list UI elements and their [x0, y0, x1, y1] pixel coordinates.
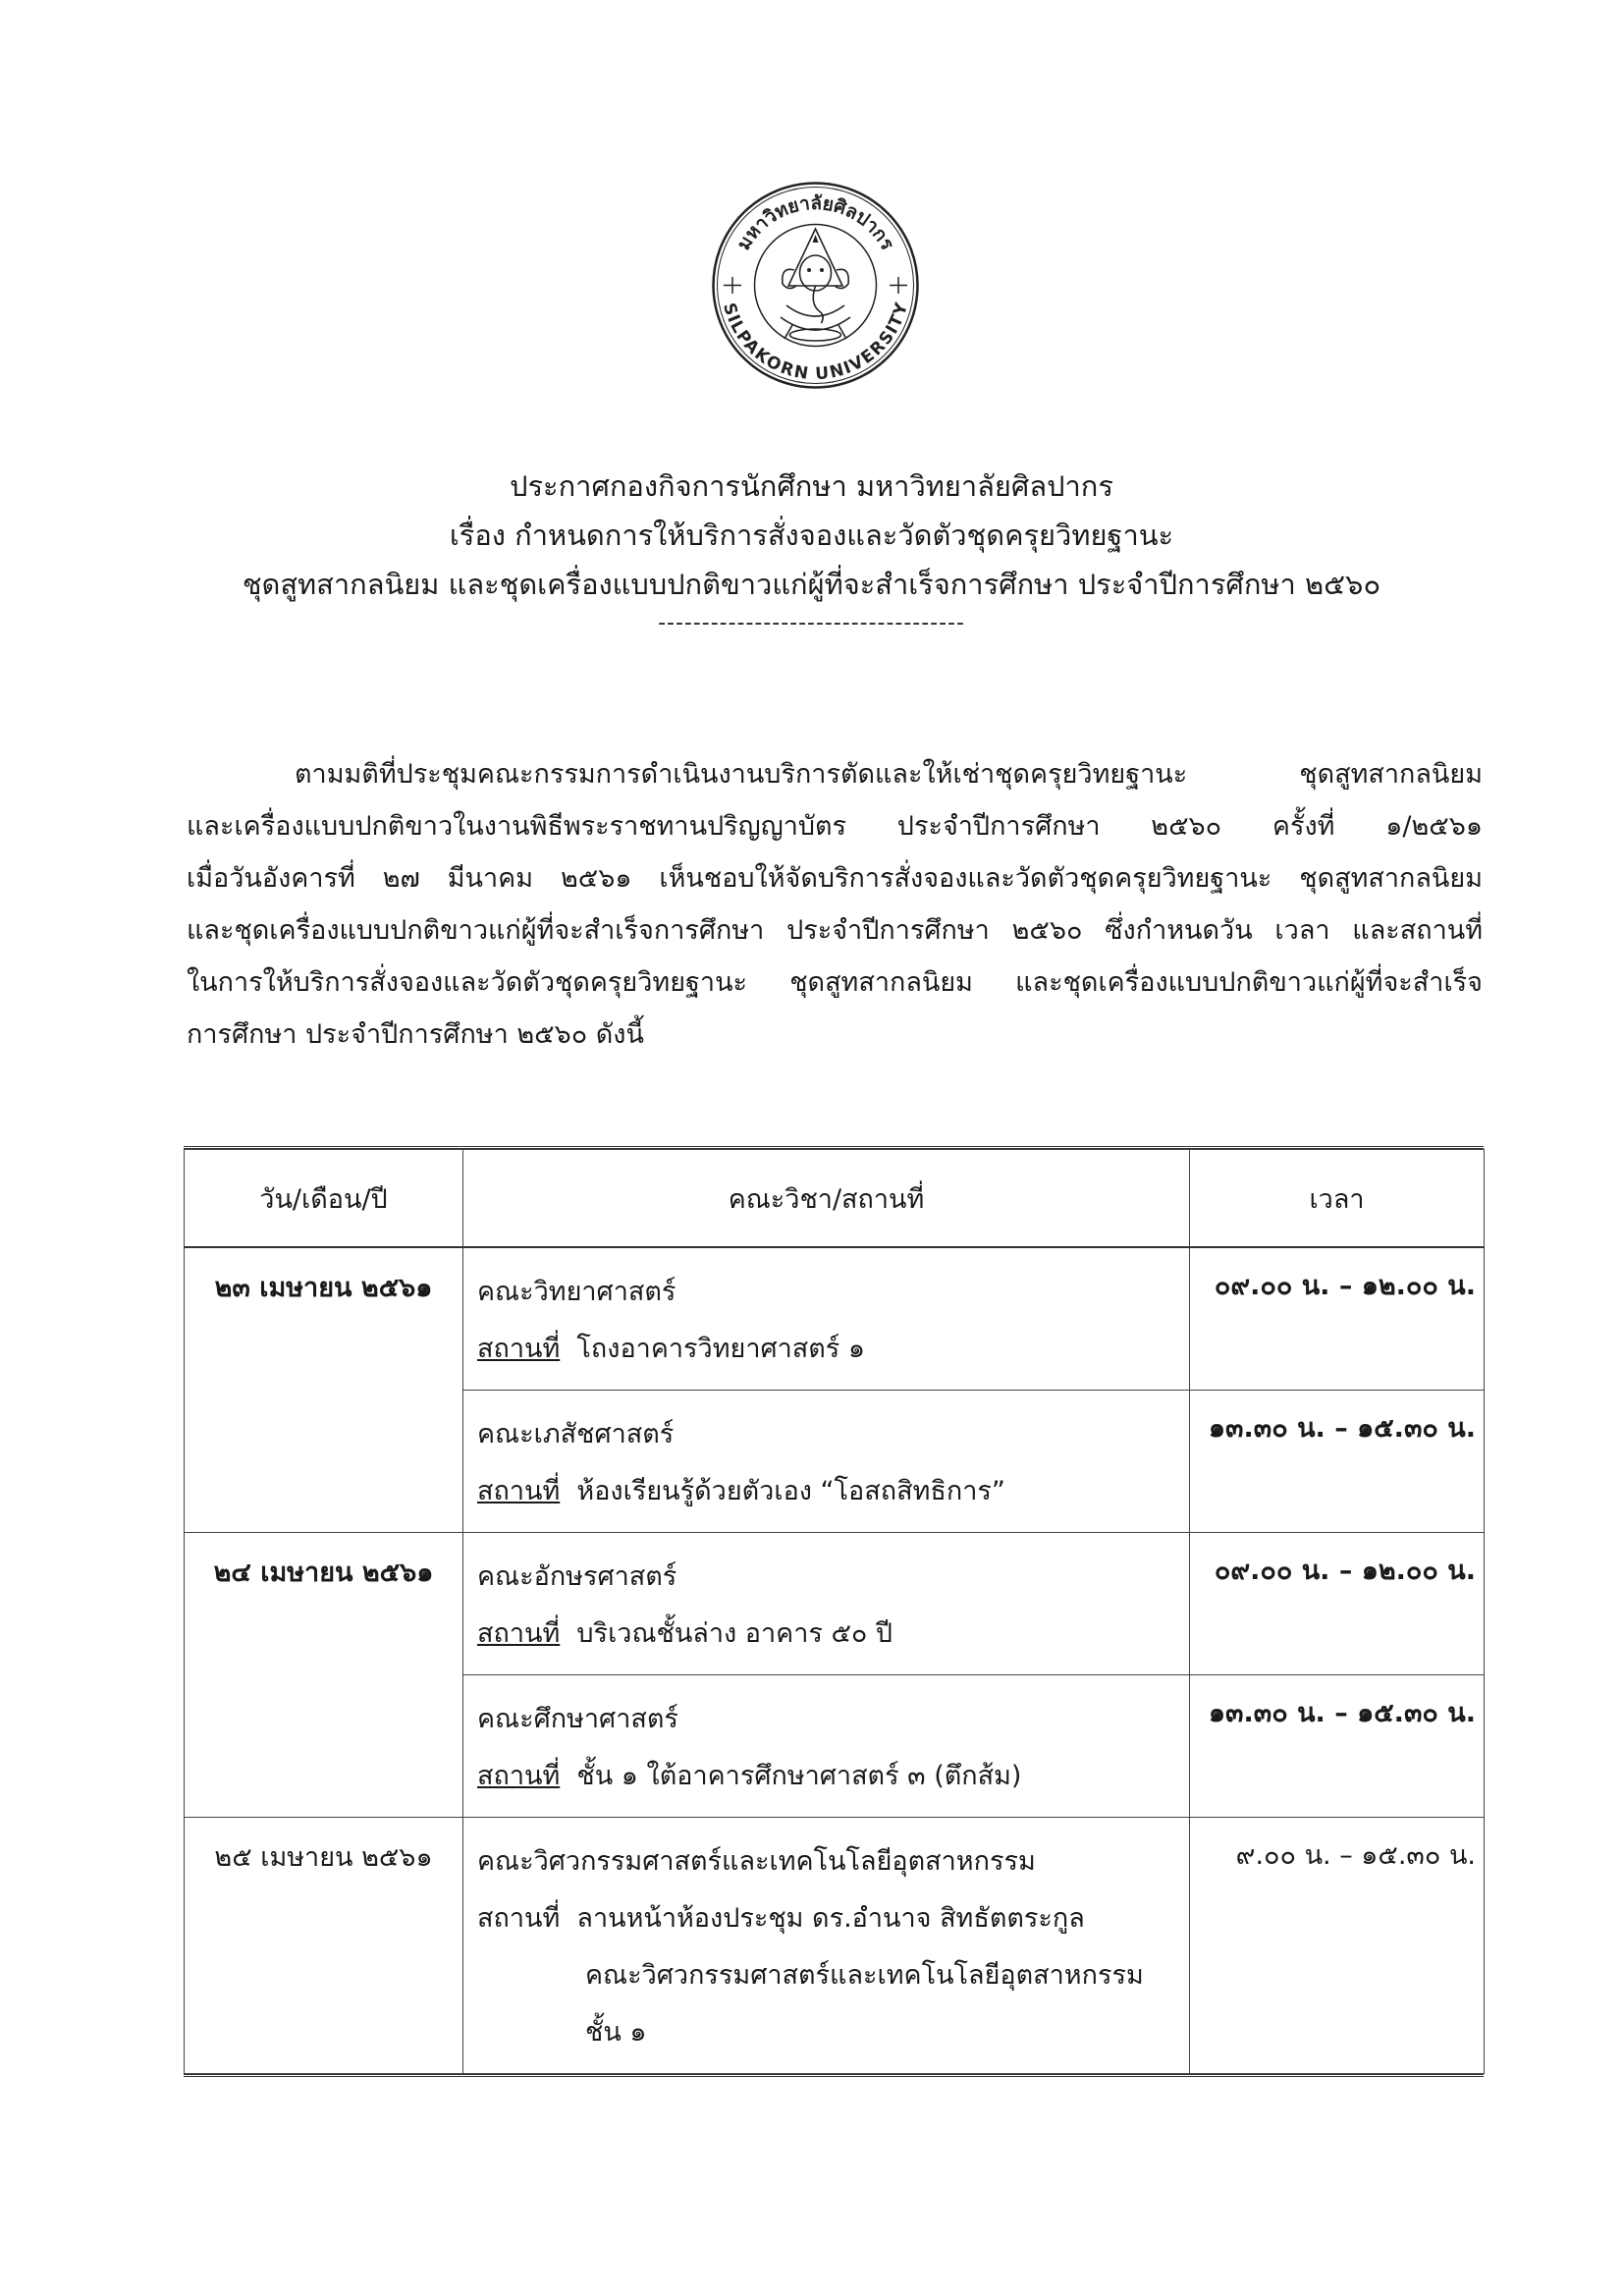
- paragraph-line: เมื่อวันอังคารที่ ๒๗ มีนาคม ๒๕๖๑ เห็นชอบให้จัดบริการสั่งจองและวัดตัวชุดครุยวิทยฐานะ ชุดสูทสากลนิยม: [187, 863, 1483, 894]
- table-row: [185, 1247, 1485, 1391]
- place-label: สถานที่: [477, 1618, 561, 1649]
- svg-text:SILPAKORN UNIVERSITY: SILPAKORN UNIVERSITY: [719, 301, 912, 385]
- faculty-name: คณะเภสัชศาสตร์: [477, 1419, 675, 1449]
- time-cell: ๐๙.๐๐ น. – ๑๒.๐๐ น.: [1190, 1247, 1485, 1391]
- place-label: สถานที่: [477, 1903, 561, 1934]
- announcement-heading: [0, 462, 1623, 638]
- faculty-place-cell: [463, 1818, 1190, 2074]
- heading-line-subject: เรื่อง กำหนดการให้บริการสั่งจองและวัดตัวชุดครุยวิทยฐานะ: [449, 519, 1174, 552]
- column-header-date: วัน/เดือน/ปี: [185, 1150, 463, 1248]
- paragraph-line: และเครื่องแบบปกติขาวในงานพิธีพระราชทานปริญญาบัตร ประจำปีการศึกษา ๒๕๖๐ ครั้งที่ ๑/๒๕๖๑: [187, 811, 1483, 842]
- table-row: [185, 1533, 1485, 1675]
- time-cell: ๙.๐๐ น. – ๑๕.๓๐ น.: [1190, 1818, 1485, 2074]
- faculty-place-cell: [463, 1533, 1190, 1675]
- table-row: [185, 1818, 1485, 2074]
- place-value: ห้องเรียนรู้ด้วยตัวเอง “โอสถสิทธิการ”: [576, 1476, 1005, 1506]
- heading-divider: -----------------------------------: [658, 611, 965, 635]
- faculty-name: คณะวิศวกรรมศาสตร์และเทคโนโลยีอุตสาหกรรม: [477, 1846, 1036, 1877]
- time-cell: ๑๓.๓๐ น. – ๑๕.๓๐ น.: [1190, 1675, 1485, 1818]
- paragraph-line: ตามมติที่ประชุมคณะกรรมการดำเนินงานบริการตัดและให้เช่าชุดครุยวิทยฐานะ ชุดสูทสากลนิยม: [295, 759, 1483, 790]
- date-cell: ๒๔ เมษายน ๒๕๖๑: [185, 1533, 463, 1818]
- faculty-name: คณะวิทยาศาสตร์: [477, 1277, 676, 1307]
- place-label: สถานที่: [477, 1334, 561, 1364]
- place-line: [477, 1321, 1189, 1378]
- faculty-place-cell: [463, 1391, 1190, 1533]
- column-header-time: เวลา: [1190, 1150, 1485, 1248]
- column-header-faculty-place: คณะวิชา/สถานที่: [463, 1150, 1190, 1248]
- place-value: ลานหน้าห้องประชุม ดร.อำนาจ สิทธัตตระกูล: [576, 1903, 1085, 1934]
- heading-line-issuer: ประกาศกองกิจการนักศึกษา มหาวิทยาลัยศิลปากร: [510, 469, 1113, 503]
- place-line-continued: ชั้น ๑: [585, 2017, 647, 2048]
- place-line: [477, 1463, 1189, 1520]
- paragraph-line: การศึกษา ประจำปีการศึกษา ๒๕๖๐ ดังนี้: [187, 1019, 644, 1050]
- place-label: สถานที่: [477, 1476, 561, 1506]
- place-line-continued: คณะวิศวกรรมศาสตร์และเทคโนโลยีอุตสาหกรรม: [585, 1960, 1144, 1991]
- place-value: บริเวณชั้นล่าง อาคาร ๕๐ ปี: [576, 1618, 893, 1649]
- heading-line-subject-cont: ชุดสูทสากลนิยม และชุดเครื่องแบบปกติขาวแก่ผู้ที่จะสำเร็จการศึกษา ประจำปีการศึกษา ๒๕๖๐: [242, 568, 1381, 601]
- date-cell: ๒๕ เมษายน ๒๕๖๑: [185, 1818, 463, 2074]
- time-cell: ๐๙.๐๐ น. – ๑๒.๐๐ น.: [1190, 1533, 1485, 1675]
- place-value: ชั้น ๑ ใต้อาคารศึกษาศาสตร์ ๓ (ตึกส้ม): [576, 1761, 1022, 1791]
- paragraph-line: และชุดเครื่องแบบปกติขาวแก่ผู้ที่จะสำเร็จการศึกษา ประจำปีการศึกษา ๒๕๖๐ ซึ่งกำหนดวัน เวลา และสถานที่: [187, 915, 1483, 946]
- place-line: [477, 1890, 1189, 1947]
- paragraph-line: ในการให้บริการสั่งจองและวัดตัวชุดครุยวิทยฐานะ ชุดสูทสากลนิยม และชุดเครื่องแบบปกติขาวแก่ผู้ที่จะสำเร็จ: [187, 967, 1483, 998]
- table-header-row: [185, 1150, 1485, 1248]
- place-value: โถงอาคารวิทยาศาสตร์ ๑: [576, 1334, 866, 1364]
- place-label: สถานที่: [477, 1761, 561, 1791]
- place-line: [477, 1748, 1189, 1805]
- faculty-name: คณะศึกษาศาสตร์: [477, 1704, 678, 1734]
- faculty-place-cell: [463, 1675, 1190, 1818]
- time-cell: ๑๓.๓๐ น. – ๑๕.๓๐ น.: [1190, 1391, 1485, 1533]
- faculty-name: คณะอักษรศาสตร์: [477, 1561, 677, 1592]
- place-line: [477, 1606, 1189, 1663]
- date-cell: ๒๓ เมษายน ๒๕๖๑: [185, 1247, 463, 1533]
- body-paragraph: [187, 748, 1483, 1061]
- schedule-table: [184, 1146, 1484, 2077]
- faculty-place-cell: [463, 1247, 1190, 1391]
- svg-text:มหาวิทยาลัยศิลปากร: มหาวิทยาลัยศิลปากร: [732, 191, 898, 254]
- university-seal-logo: [710, 180, 921, 391]
- seal-emblem-icon: [710, 180, 921, 391]
